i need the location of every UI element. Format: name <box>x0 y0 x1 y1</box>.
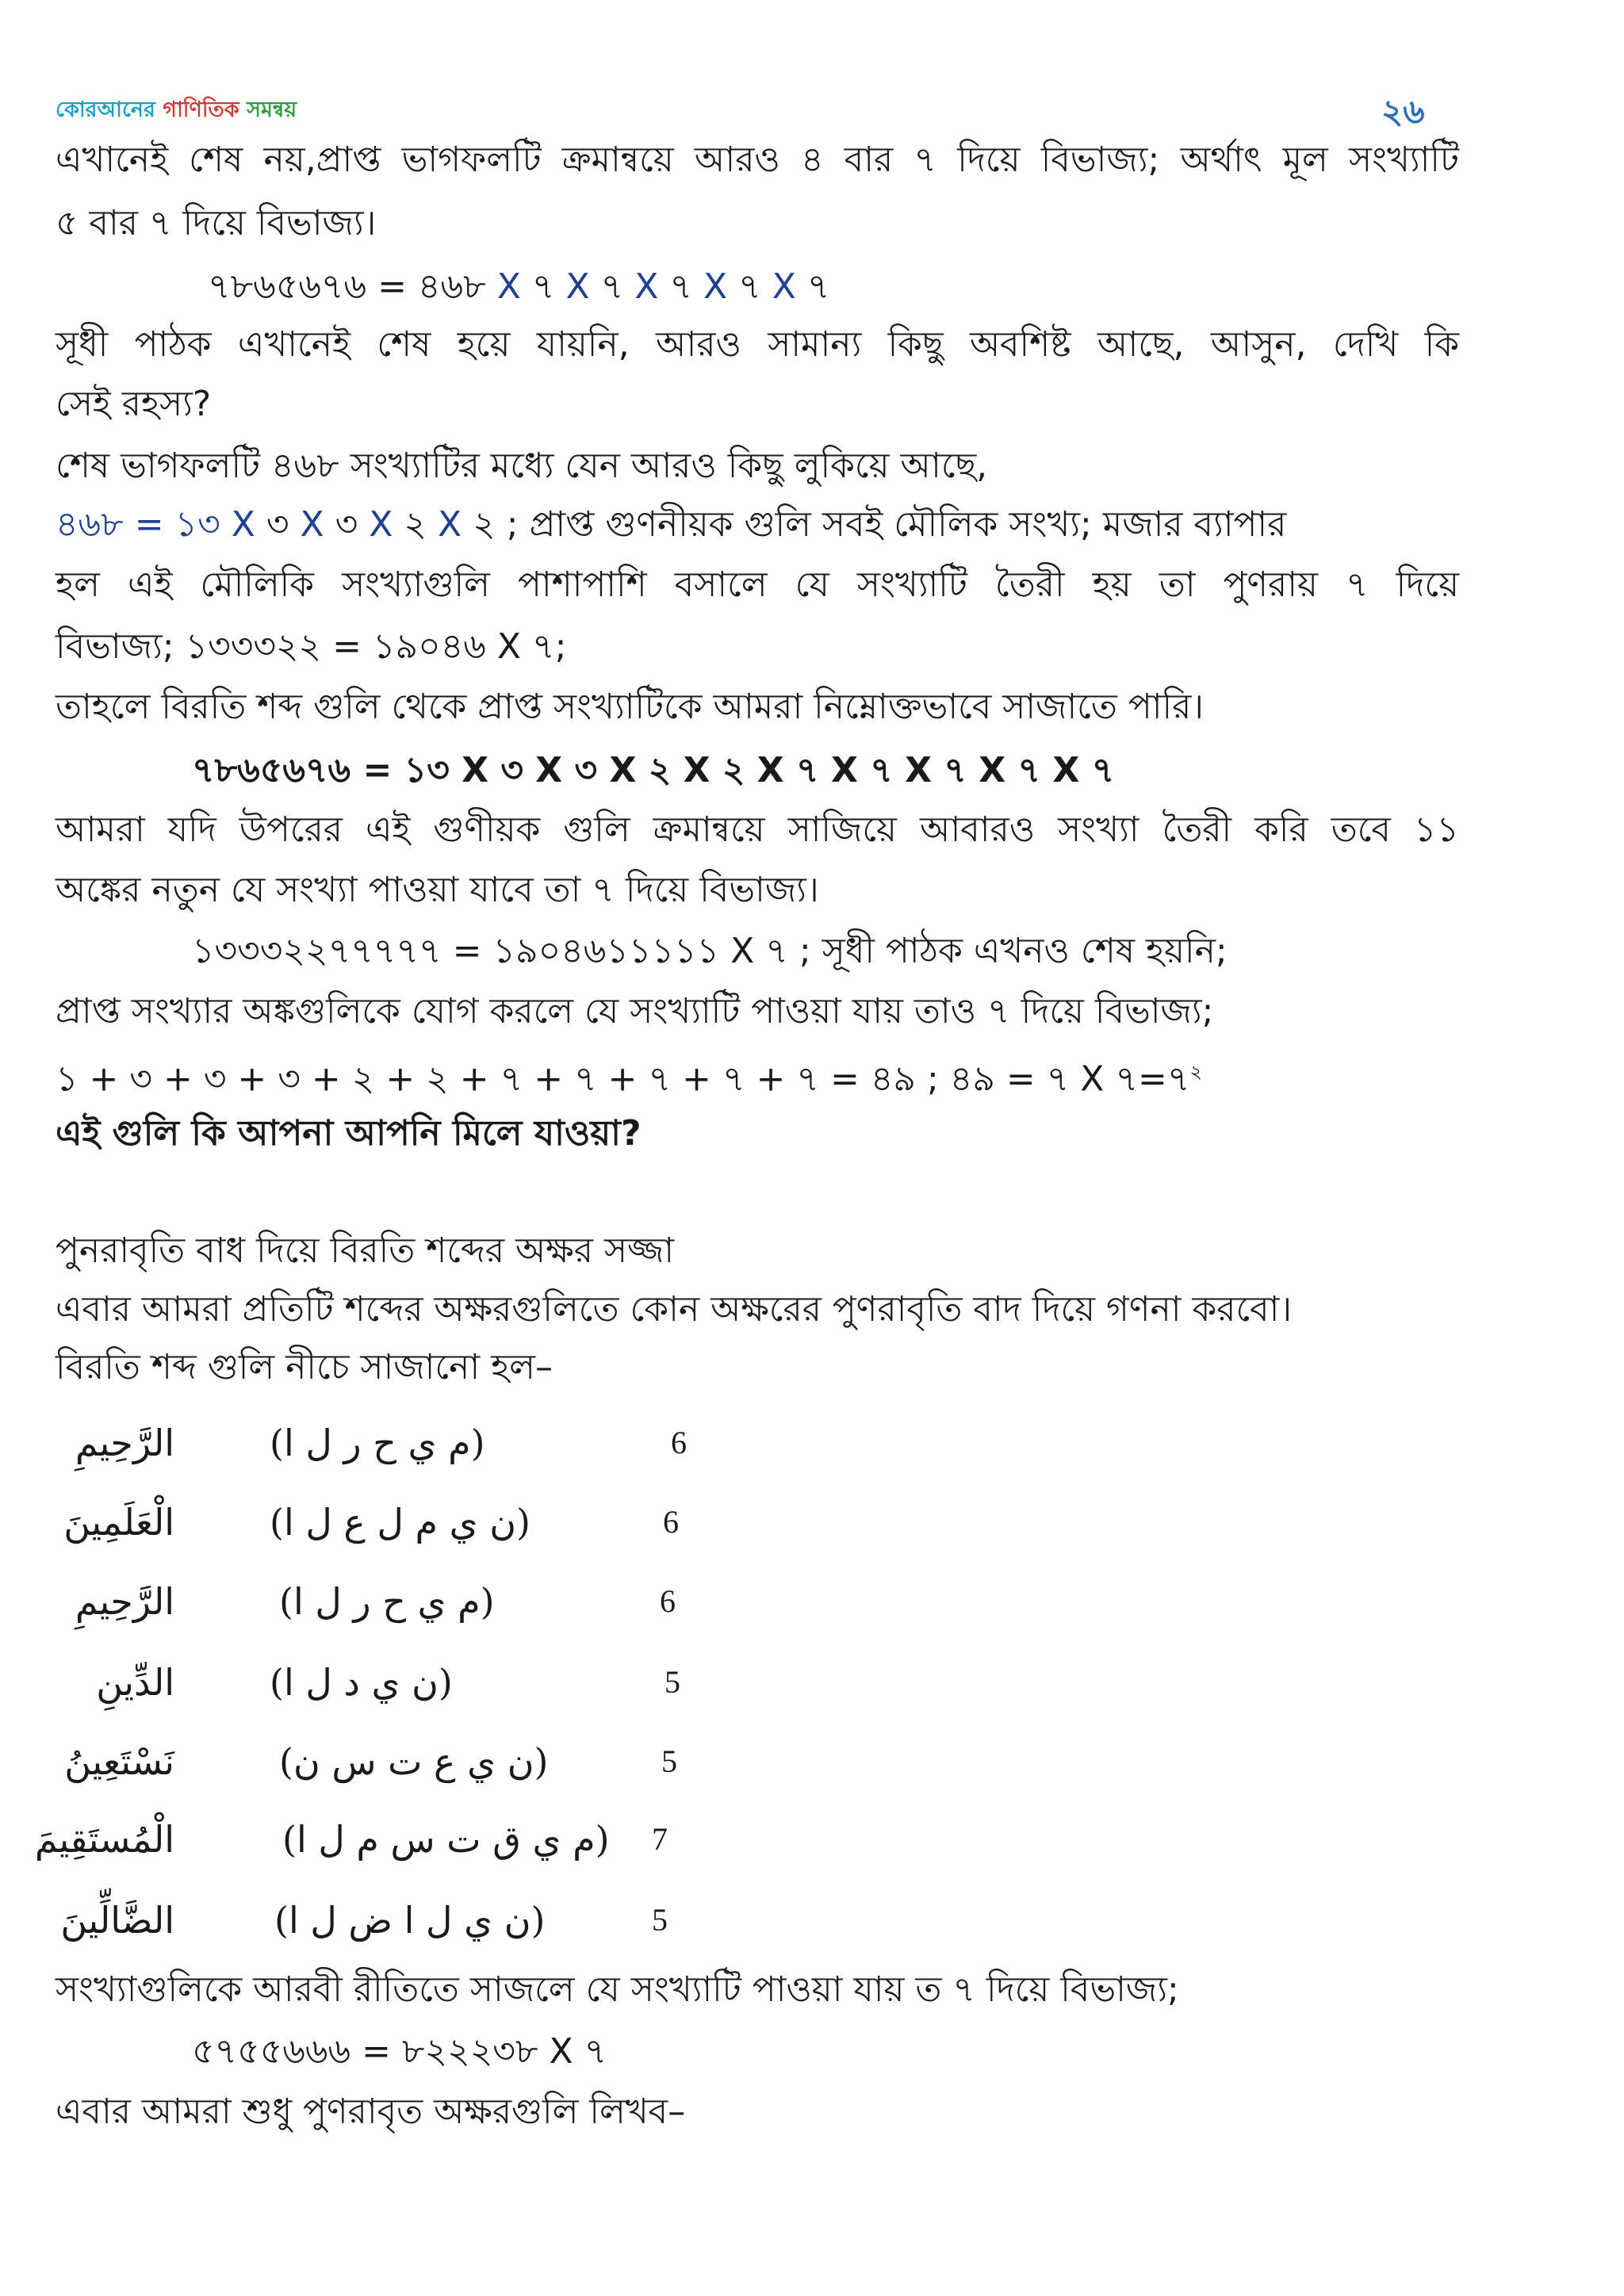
equation-line: ৭৮৬৫৬৭৬ = ১৩ X ৩ X ৩ X ২ X ২ X ৭ X ৭ X ৭ X ৭ X ৭ <box>192 750 1115 790</box>
text-line: ৫ বার ৭ দিয়ে বিভাজ্য। <box>56 203 377 243</box>
text-line: প্রাপ্ত সংখ্যার অঙ্কগুলিকে যোগ করলে যে সংখ্যাটি পাওয়া যায় তাও ৭ দিয়ে বিভাজ্য; <box>56 991 1214 1031</box>
text-line: আমরা যদি উপরের এই গুণীয়ক গুলি ক্রমান্বয়ে সাজিয়ে আবারও সংখ্যা তৈরী করি তবে ১১ <box>56 809 1459 850</box>
header-title-part-3: সমন্বয় <box>247 98 297 122</box>
letter-count: 7 <box>652 1821 668 1857</box>
text-line: সূধী পাঠক এখানেই শেষ হয়ে যায়নি, আরও সামান্য কিছু অবশিষ্ট আছে, আসুন, দেখি কি <box>56 324 1459 365</box>
equation-factor: ৩ <box>335 504 370 545</box>
multiply-sign: X <box>300 504 324 545</box>
arabic-word: نَسْتَعِينُ <box>64 1740 174 1783</box>
equation-factor: ২ <box>404 504 438 545</box>
multiply-sign: X <box>369 504 393 545</box>
letter-count: 5 <box>661 1743 677 1779</box>
equation-factor: ৭ <box>600 266 624 307</box>
equation-factor: ৭ <box>531 266 555 307</box>
arabic-letters: (ن ي د ل ا) <box>270 1661 453 1704</box>
multiply-sign: X <box>772 266 796 307</box>
arabic-letters: (ن ي ل ا ض ل ا) <box>274 1899 546 1942</box>
text-line: হল এই মৌলিকি সংখ্যাগুলি পাশাপাশি বসালে যে সংখ্যাটি তৈরী হয় তা পুণরায় ৭ দিয়ে <box>56 564 1459 605</box>
arabic-word: الدِّينِ <box>96 1661 174 1704</box>
multiply-sign: X <box>634 266 659 307</box>
text-line: এখানেই শেষ নয়,প্রাপ্ত ভাগফলটি ক্রমান্বয়ে আরও ৪ বার ৭ দিয়ে বিভাজ্য; অর্থাৎ মূল সংখ্যাটি <box>56 140 1459 180</box>
equation-line <box>208 263 830 311</box>
multiply-sign: X <box>703 266 728 307</box>
header-title-part-2: গাণিতিক <box>163 98 247 122</box>
multiply-sign: X <box>565 266 590 307</box>
arabic-word: الْمُستَقِيمَ <box>34 1818 174 1861</box>
text-run: ; প্রাপ্ত গুণনীয়ক গুলি সবই মৌলিক সংখ্য; মজার ব্যাপার <box>506 504 1287 545</box>
arabic-word: الرَّحِيمِ <box>75 1422 174 1464</box>
text-line: সেই রহস্য? <box>56 384 212 424</box>
letter-count: 6 <box>671 1425 687 1460</box>
arabic-letters: (م ي ح ر ل ا) <box>279 1580 495 1623</box>
letter-count: 5 <box>665 1664 680 1700</box>
equation-line: ৫৭৫৫৬৬৬ = ৮২২২৩৮ X ৭ <box>192 2031 607 2072</box>
letter-count: 6 <box>660 1583 676 1619</box>
equation-line <box>56 1048 1459 1104</box>
text-line: বিভাজ্য; ১৩৩৩২২ = ১৯০৪৬ X ৭; <box>56 626 567 667</box>
multiply-sign: X <box>496 266 521 307</box>
arabic-letters: (ن ي م ل ع ل ا) <box>270 1501 530 1544</box>
arabic-letters: (م ي ح ر ل ا) <box>270 1422 485 1464</box>
equation-line: ১৩৩৩২২৭৭৭৭৭ = ১৯০৪৬১১১১১ X ৭ ; সূধী পাঠক এখনও শেষ হয়নি; <box>192 931 1228 971</box>
equation-factor: ৩ <box>266 504 301 545</box>
equation-factor: ৭ <box>806 266 830 307</box>
page-number: ২৬ <box>1381 92 1425 131</box>
arabic-word: الْعَلَمِينَ <box>63 1501 174 1544</box>
arabic-word: الرَّحِيمِ <box>75 1580 174 1623</box>
equation-factor: ৭ <box>669 266 692 307</box>
arabic-letters: (ن ي ع ت س ن) <box>279 1740 549 1783</box>
text-line: শেষ ভাগফলটি ৪৬৮ সংখ্যাটির মধ্যে যেন আরও কিছু লুকিয়ে আছে, <box>56 446 988 486</box>
letter-count: 6 <box>663 1504 679 1540</box>
equation-line <box>56 501 1459 549</box>
multiply-sign: X <box>438 504 462 545</box>
section-heading: পুনরাবৃতি বাধ দিয়ে বিরতি শব্দের অক্ষর সজ্জা <box>56 1230 674 1271</box>
arabic-word: الضَّالِّينَ <box>60 1899 174 1942</box>
text-line: এবার আমরা প্রতিটি শব্দের অক্ষরগুলিতে কোন অক্ষরের পুণরাবৃতি বাদ দিয়ে গণনা করবো। <box>56 1289 1293 1330</box>
header-title-part-1: কোরআনের <box>56 98 163 122</box>
exponent: ২ <box>1189 1061 1203 1083</box>
text-line: সংখ্যাগুলিকে আরবী রীতিতে সাজলে যে সংখ্যাটি পাওয়া যায় ত ৭ দিয়ে বিভাজ্য; <box>56 1969 1179 2010</box>
text-line: বিরতি শব্দ গুলি নীচে সাজানো হল– <box>56 1347 553 1387</box>
running-header <box>56 94 297 129</box>
multiply-sign: X <box>231 504 255 545</box>
equation-text: ৪৬৮ = ১৩ <box>56 504 232 545</box>
equation-factor: ২ <box>473 504 507 545</box>
equation-text: ৭৮৬৫৬৭৬ = ৪৬৮ <box>208 266 497 307</box>
text-line: এবার আমরা শুধু পুণরাবৃত অক্ষরগুলি লিখব– <box>56 2091 686 2132</box>
equation-factor: ৭ <box>738 266 761 307</box>
equation-text: ১ + ৩ + ৩ + ৩ + ২ + ২ + ৭ + ৭ + ৭ + ৭ + ৭ = ৪৯ ; ৪৯ = ৭ X ৭=৭ <box>56 1058 1190 1100</box>
arabic-letters: (م ي ق ت س م ل ا) <box>282 1818 610 1861</box>
text-line: তাহলে বিরতি শব্দ গুলি থেকে প্রাপ্ত সংখ্যাটিকে আমরা নিম্নোক্তভাবে সাজাতে পারি। <box>56 687 1205 727</box>
bold-question: এই গুলি কি আপনা আপনি মিলে যাওয়া? <box>56 1113 642 1154</box>
text-line: অঙ্কের নতুন যে সংখ্যা পাওয়া যাবে তা ৭ দিয়ে বিভাজ্য। <box>56 870 819 910</box>
letter-count: 5 <box>652 1902 668 1938</box>
